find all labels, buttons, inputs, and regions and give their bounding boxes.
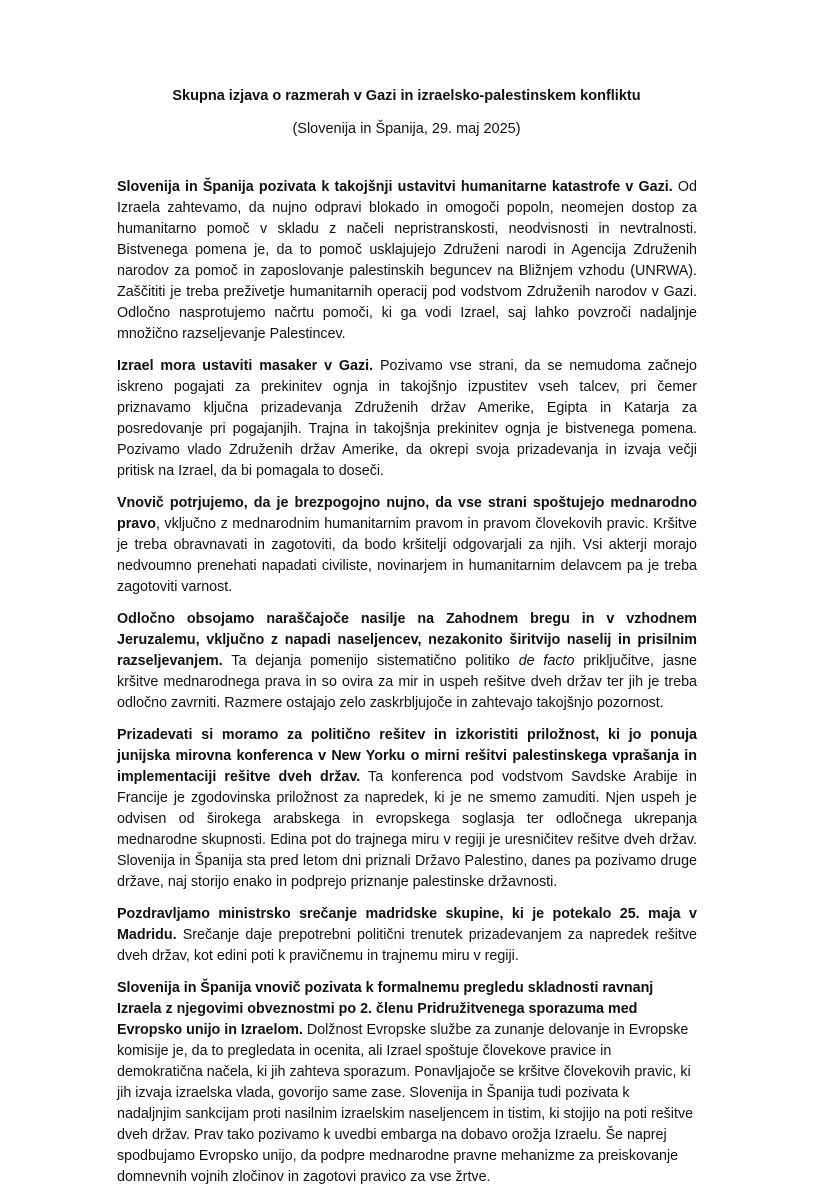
document-title: Skupna izjava o razmerah v Gazi in izraelsko-palestinskem konfliktu [172, 88, 641, 104]
paragraph-text: , vključno z mednarodnim humanitarnim pravom in pravom človekovih pravic. Kršitve je treba obravnavati in zagotoviti, da bodo kršitelji odgovarjali za njih. Vsi akterji morajo nedvoumno prenehati napadati civiliste, novinarjem in humanitarnim delavcem pa je treba zagotoviti varnost. [117, 516, 697, 595]
paragraph-text: Od Izraela zahtevamo, da nujno odpravi blokado in omogoči popoln, neomejen dostop za humanitarno pomoč v skladu z načeli nepristranskosti, neodvisnosti in nevtralnosti. Bistvenega pomena je, da to pomoč usklajujejo Združeni narodi in Agencija Združenih narodov za pomoč in zaposlovanje palestinskih beguncev na Bližnjem vzhodu (UNRWA). Zaščititi je treba preživetje humanitarnih operacij pod vodstvom Združenih narodov v Gazi. Odločno nasprotujemo načrtu pomoči, ki ga vodi Izrael, saj lahko povzroči nadaljnje množično razseljevanje Palestincev. [117, 179, 698, 342]
paragraph-lead: Izrael mora ustaviti masaker v Gazi. [117, 358, 374, 374]
paragraph-lead: Odločno obsojamo naraščajoče nasilje na Zahodnem bregu in v vzhodnem Jeruzalemu, vključno z napadi naseljencev, nezakonito širitvijo naselij in prisilnim razseljevanjem. [117, 611, 697, 669]
document-subtitle: (Slovenija in Španija, 29. maj 2025) [292, 121, 521, 137]
paragraph-italic: de facto [518, 653, 575, 669]
paragraph-international-law [117, 493, 697, 598]
paragraph-association-agreement [117, 978, 697, 1188]
paragraph-lead: Slovenija in Španija pozivata k takojšnji ustavitvi humanitarne katastrofe v Gazi. [117, 179, 673, 195]
paragraph-lead: Pozdravljamo ministrsko srečanje madridske skupine, ki je potekalo 25. maja v Madridu. [117, 906, 697, 943]
paragraph-west-bank-violence [117, 609, 697, 714]
paragraph-lead: Slovenija in Španija vnovič pozivata k formalnemu pregledu skladnosti ravnanj Izraela z njegovimi obveznostmi po 2. členu Pridružitvenega sporazuma med Evropsko unijo in Izraelom. [117, 980, 654, 1038]
paragraph-lead: Vnovič potrjujemo, da je brezpogojno nujno, da vse strani spoštujejo mednarodno pravo [117, 495, 697, 532]
paragraph-madrid-group [117, 904, 697, 967]
document-body [117, 177, 697, 1199]
paragraph-humanitarian-catastrophe [117, 177, 697, 345]
paragraph-lead: Prizadevati si moramo za politično rešitev in izkoristiti priložnost, ki jo ponuja junijska mirovna konferenca v New Yorku o mirni rešitvi palestinskega vprašanja in implementaciji rešitve dveh držav. [117, 727, 697, 785]
paragraph-text: priključitve, jasne kršitve mednarodnega prava in so ovira za mir in uspeh rešitve dveh držav ter jih je treba odločno zavrniti. Razmere ostajajo zelo zaskrbljujoče in zahtevajo takojšnjo pozornost. [117, 653, 698, 711]
paragraph-text: Srečanje daje prepotrebni politični trenutek prizadevanjem za napredek rešitve dveh držav, kot edini poti k pravičnemu in trajnemu miru v regiji. [117, 927, 697, 964]
paragraph-text: Dolžnost Evropske službe za zunanje delovanje in Evropske komisije je, da to pregledata in ocenita, ali Izrael spoštuje človekove pravice in demokratična načela, ki jih zahteva sporazum. Ponavljajoče se kršitve človekovih pravic, ki jih izvaja izraelska vlada, govorijo same zase. Slovenija in Španija tudi pozivata k nadaljnjim sankcijam proti nasilnim izraelskim naseljencem in tistim, ki stojijo na poti rešitve dveh držav. Prav tako pozivamo k uvedbi embarga na dobavo orožja Izraelu. Še naprej spodbujamo Evropsko unijo, da podpre mednarodne pravne mehanizme za preiskovanje domnevnih vojnih zločinov in zagotovi pravico za vse žrtve. [117, 1022, 694, 1185]
paragraph-text: Pozivamo vse strani, da se nemudoma začnejo iskreno pogajati za prekinitev ognja in takojšnjo izpustitev vseh talcev, pri čemer priznavamo ključna prizadevanja Združenih držav Amerike, Egipta in Katarja za posredovanje pri pogajanjih. Trajna in takojšnja prekinitev ognja je bistvenega pomena. Pozivamo vlado Združenih držav Amerike, da okrepi svoja prizadevanja in izvaja večji pritisk na Izrael, da bi pomagala to doseči. [117, 358, 697, 479]
paragraph-political-solution [117, 725, 697, 893]
paragraph-text-before-italic: Ta dejanja pomenijo sistematično politiko [222, 653, 519, 669]
paragraph-stop-massacre [117, 356, 697, 482]
paragraph-text: Ta konferenca pod vodstvom Savdske Arabije in Francije je zgodovinska priložnost za napredek, ki je ne smemo zamuditi. Njen uspeh je odvisen od širokega arabskega in evropskega soglasja ter odločnega ukrepanja mednarodne skupnosti. Edina pot do trajnega miru v regiji je uresničitev rešitve dveh držav. Slovenija in Španija sta pred letom dni priznali Državo Palestino, danes pa pozivamo druge države, naj storijo enako in podprejo priznanje palestinske državnosti. [117, 769, 697, 890]
